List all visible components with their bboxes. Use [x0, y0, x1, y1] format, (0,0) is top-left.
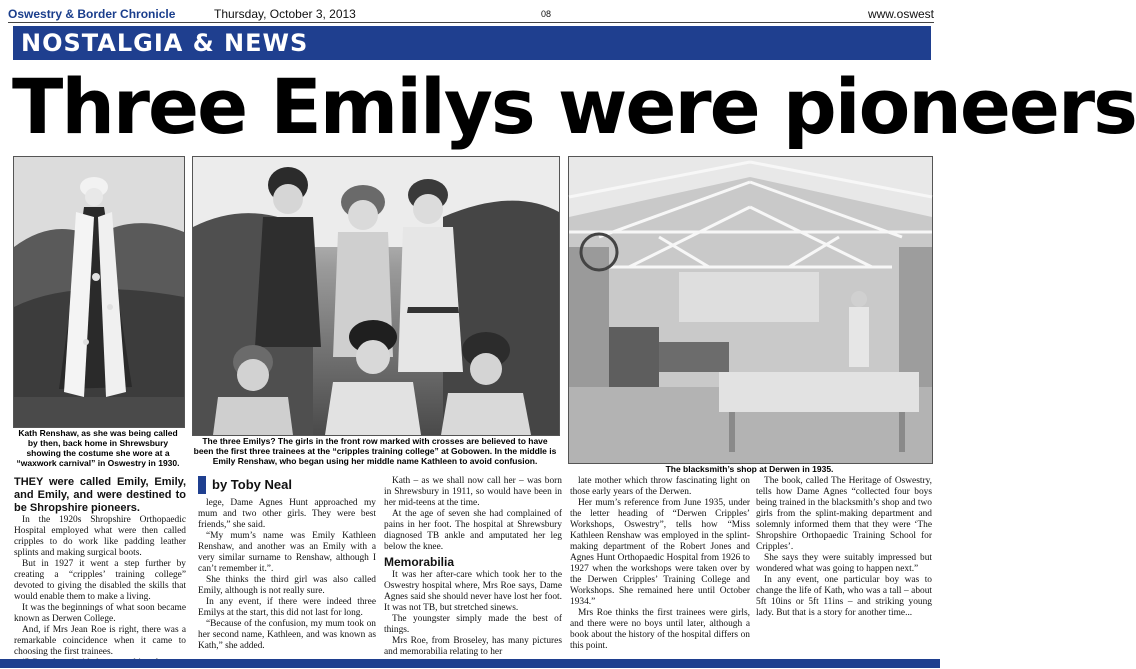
- blacksmith-shop-image: [569, 157, 932, 463]
- costume-photo: [13, 156, 185, 428]
- article-column-5: [756, 476, 932, 656]
- blacksmith-caption: The blacksmith’s shop at Derwen in 1935.: [665, 464, 834, 474]
- issue-date: Thursday, October 3, 2013: [214, 7, 356, 21]
- paragraph: In any event, one particular boy was to change the life of Kath, who was a tall – about 5ft 10ins or 5ft 11ins – and striking young lady. But that is a story for another time...: [756, 575, 932, 618]
- paragraph: “My mum’s name was Emily Kathleen Renshaw, and another was an Emily with a very similar surname to Renshaw, although I can’t remember it.”.: [198, 531, 376, 574]
- paragraph: lege, Dame Agnes Hunt approached my mum and two other girls. They were best friends,” she said.: [198, 498, 376, 530]
- article-column-1: [14, 476, 186, 656]
- page-number: 08: [541, 9, 552, 19]
- section-title: NOSTALGIA & NEWS: [21, 29, 309, 57]
- paragraph: Her mum’s reference from June 1935, under the letter heading of “Derwen Cripples’ Workshops, Oswestry”, tells how “Miss Kathleen Renshaw was employed in the splint-making department of the Robert Jones and Agnes Hunt Orthopaedic Hospital from 1926 to 1927 when the workshops were taken over by the Derwen Cripples’ Training College and Workshops. She remained here until October 1934.”: [570, 498, 750, 607]
- group-photo: [192, 156, 560, 436]
- article-column-2: [198, 498, 376, 656]
- paragraph: The book, called The Heritage of Oswestry, tells how Dame Agnes “collected four boys being trained in the blacksmith’s shop and two girls from the splint-making department and solemnly informed them that they were ‘The Shropshire Orthopaedic Training School for Cripples’.: [756, 476, 932, 552]
- paragraph: It was the beginnings of what soon became known as Derwen College.: [14, 603, 186, 624]
- costume-caption: Kath Renshaw, as she was being called by then, back home in Shrewsbury showing the costume she wore at a “waxwork carnival” in Oswestry in 1930.: [16, 428, 180, 468]
- paper-name: Oswestry & Border Chronicle: [8, 7, 176, 21]
- footer-bar: [0, 659, 940, 668]
- website-url: www.oswest: [867, 7, 934, 21]
- paragraph: At the age of seven she had complained of pains in her foot. The hospital at Shrewsbury diagnosed TB ankle and amputated her leg below the knee.: [384, 509, 562, 552]
- group-caption: The three Emilys? The girls in the front row marked with crosses are believed to have been the first three trainees at the “cripples training college” at Gobowen. In the middle is Emily Renshaw, who began using her middle name Kathleen to avoid confusion.: [193, 436, 557, 466]
- byline: by Toby Neal: [198, 476, 397, 494]
- paragraph: But in 1927 it went a step further by creating a “cripples’ training college” devoted to giving the disabled the skills that would enable them to make a living.: [14, 559, 186, 602]
- paragraph: Mrs Roe thinks the first trainees were girls, and there were no boys until later, although a book about the history of the hospital differs on this point.: [570, 608, 750, 651]
- group-photo-image: [193, 157, 559, 435]
- section-banner: [13, 26, 931, 60]
- paragraph: It was her after-care which took her to the Oswestry hospital where, Mrs Roe says, Dame Agnes said she should never have lost her foot. It was not TB, but stretched sinews.: [384, 570, 562, 613]
- article-lead: THEY were called Emily, Emily, and Emily, and were destined to be Shropshire pioneers.: [14, 476, 186, 514]
- subhead-memorabilia: Memorabilia: [384, 555, 455, 569]
- paragraph: Mrs Roe, from Broseley, has many pictures and memorabilia relating to her: [384, 636, 562, 657]
- costume-photo-image: [14, 157, 184, 427]
- paragraph: She thinks the third girl was also called Emily, although is not really sure.: [198, 575, 376, 596]
- paragraph: late mother which throw fascinating light on those early years of the Derwen.: [570, 476, 750, 497]
- blacksmith-shop-photo: [568, 156, 933, 464]
- paragraph: And, if Mrs Jean Roe is right, there was a remarkable coincidence when it came to choosing the first trainees.: [14, 625, 186, 657]
- masthead: [8, 6, 934, 23]
- paragraph: Kath – as we shall now call her – was born in Shrewsbury in 1911, so would have been in her mid-teens at the time.: [384, 476, 562, 508]
- paragraph: She says they were suitably impressed but wondered what was going to happen next.”: [756, 553, 932, 574]
- paragraph: In the 1920s Shropshire Orthopaedic Hospital employed what were then called cripples to do work like padding leather splints and making surgical boots.: [14, 515, 186, 558]
- paragraph: The youngster simply made the best of things.: [384, 614, 562, 635]
- article-column-3: [384, 476, 562, 656]
- article-column-4: [570, 476, 750, 656]
- headline: Three Emilys were pioneers: [12, 62, 1136, 151]
- paragraph: In any event, if there were indeed three Emilys at the start, this did not last for long.: [198, 597, 376, 618]
- paragraph: “Because of the confusion, my mum took on her second name, Kathleen, and was known as Kath,” she added.: [198, 619, 376, 651]
